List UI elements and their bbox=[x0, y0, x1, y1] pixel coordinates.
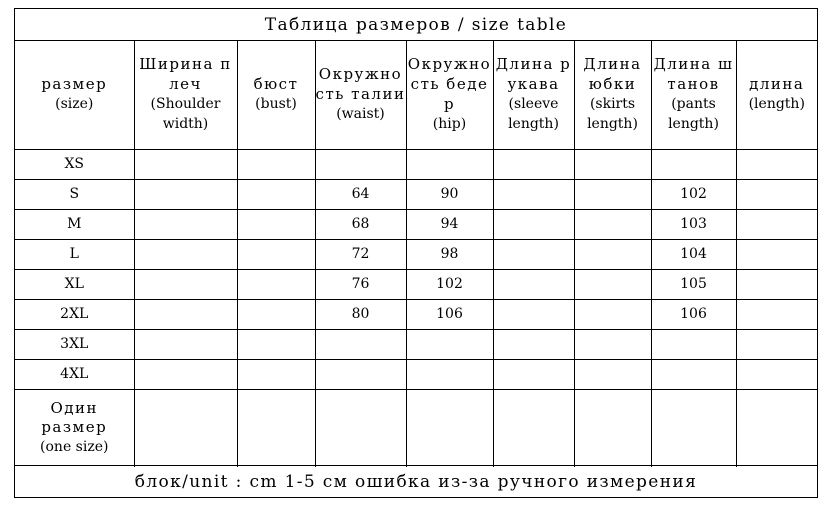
pants-cell bbox=[651, 329, 736, 359]
header-length: длина (length) bbox=[736, 40, 817, 149]
table-row bbox=[15, 239, 817, 269]
hip-cell bbox=[406, 359, 493, 389]
length-cell bbox=[736, 269, 817, 299]
header-waist: Окружность талии (waist) bbox=[315, 40, 406, 149]
size-table-sheet bbox=[14, 8, 818, 498]
bust-cell bbox=[237, 239, 315, 269]
hip-cell: 106 bbox=[406, 299, 493, 329]
hip-cell bbox=[406, 149, 493, 179]
table-row bbox=[15, 299, 817, 329]
waist-cell bbox=[315, 329, 406, 359]
shoulder-cell bbox=[134, 269, 237, 299]
length-cell bbox=[736, 359, 817, 389]
shoulder-cell bbox=[134, 359, 237, 389]
bust-cell bbox=[237, 269, 315, 299]
shoulder-cell bbox=[134, 149, 237, 179]
sleeve-cell bbox=[493, 389, 574, 467]
table-row bbox=[15, 329, 817, 359]
size-cell: S bbox=[15, 179, 134, 209]
pants-cell: 102 bbox=[651, 179, 736, 209]
header-sleeve-length: Длина рукава (sleeve length) bbox=[493, 40, 574, 149]
waist-cell bbox=[315, 389, 406, 467]
skirt-cell bbox=[574, 149, 651, 179]
waist-cell: 80 bbox=[315, 299, 406, 329]
length-cell bbox=[736, 389, 817, 467]
waist-cell: 76 bbox=[315, 269, 406, 299]
header-hip: Окружность бедер (hip) bbox=[406, 40, 493, 149]
table-row bbox=[15, 269, 817, 299]
pants-cell bbox=[651, 359, 736, 389]
waist-cell bbox=[315, 359, 406, 389]
header-size: размер (size) bbox=[15, 40, 134, 149]
pants-cell: 104 bbox=[651, 239, 736, 269]
length-cell bbox=[736, 329, 817, 359]
waist-cell: 64 bbox=[315, 179, 406, 209]
table-row-one-size bbox=[15, 389, 817, 467]
sleeve-cell bbox=[493, 269, 574, 299]
shoulder-cell bbox=[134, 389, 237, 467]
skirt-cell bbox=[574, 239, 651, 269]
skirt-cell bbox=[574, 299, 651, 329]
hip-cell bbox=[406, 329, 493, 359]
size-cell: XS bbox=[15, 149, 134, 179]
pants-cell: 106 bbox=[651, 299, 736, 329]
hip-cell: 90 bbox=[406, 179, 493, 209]
sleeve-cell bbox=[493, 179, 574, 209]
shoulder-cell bbox=[134, 299, 237, 329]
header-shoulder-width: Ширина плеч (Shoulder width) bbox=[134, 40, 237, 149]
pants-cell bbox=[651, 149, 736, 179]
bust-cell bbox=[237, 209, 315, 239]
hip-cell bbox=[406, 389, 493, 467]
bust-cell bbox=[237, 329, 315, 359]
size-table bbox=[15, 40, 817, 467]
sleeve-cell bbox=[493, 299, 574, 329]
size-cell: XL bbox=[15, 269, 134, 299]
bust-cell bbox=[237, 359, 315, 389]
pants-cell: 103 bbox=[651, 209, 736, 239]
table-row bbox=[15, 359, 817, 389]
header-pants-length: Длина штанов (pants length) bbox=[651, 40, 736, 149]
pants-cell bbox=[651, 389, 736, 467]
header-row bbox=[15, 40, 817, 149]
skirt-cell bbox=[574, 329, 651, 359]
waist-cell: 72 bbox=[315, 239, 406, 269]
bust-cell bbox=[237, 299, 315, 329]
size-cell: 4XL bbox=[15, 359, 134, 389]
shoulder-cell bbox=[134, 179, 237, 209]
sleeve-cell bbox=[493, 359, 574, 389]
bust-cell bbox=[237, 389, 315, 467]
sleeve-cell bbox=[493, 329, 574, 359]
size-cell-one-size: Один размер (one size) bbox=[15, 389, 134, 467]
size-cell: L bbox=[15, 239, 134, 269]
table-row bbox=[15, 149, 817, 179]
table-row bbox=[15, 209, 817, 239]
sleeve-cell bbox=[493, 149, 574, 179]
sleeve-cell bbox=[493, 239, 574, 269]
size-cell: 2XL bbox=[15, 299, 134, 329]
pants-cell: 105 bbox=[651, 269, 736, 299]
header-skirt-length: Длина юбки (skirts length) bbox=[574, 40, 651, 149]
bust-cell bbox=[237, 149, 315, 179]
length-cell bbox=[736, 209, 817, 239]
skirt-cell bbox=[574, 389, 651, 467]
bust-cell bbox=[237, 179, 315, 209]
waist-cell bbox=[315, 149, 406, 179]
shoulder-cell bbox=[134, 329, 237, 359]
shoulder-cell bbox=[134, 209, 237, 239]
hip-cell: 94 bbox=[406, 209, 493, 239]
skirt-cell bbox=[574, 359, 651, 389]
header-bust: бюст (bust) bbox=[237, 40, 315, 149]
length-cell bbox=[736, 239, 817, 269]
skirt-cell bbox=[574, 179, 651, 209]
table-row bbox=[15, 179, 817, 209]
length-cell bbox=[736, 299, 817, 329]
sleeve-cell bbox=[493, 209, 574, 239]
hip-cell: 98 bbox=[406, 239, 493, 269]
length-cell bbox=[736, 179, 817, 209]
length-cell bbox=[736, 149, 817, 179]
size-cell: M bbox=[15, 209, 134, 239]
shoulder-cell bbox=[134, 239, 237, 269]
hip-cell: 102 bbox=[406, 269, 493, 299]
waist-cell: 68 bbox=[315, 209, 406, 239]
skirt-cell bbox=[574, 209, 651, 239]
table-footer-note: блок/unit : cm 1-5 см ошибка из-за ручного измерения bbox=[15, 465, 817, 497]
skirt-cell bbox=[574, 269, 651, 299]
size-cell: 3XL bbox=[15, 329, 134, 359]
table-title: Таблица размеров / size table bbox=[15, 9, 817, 41]
